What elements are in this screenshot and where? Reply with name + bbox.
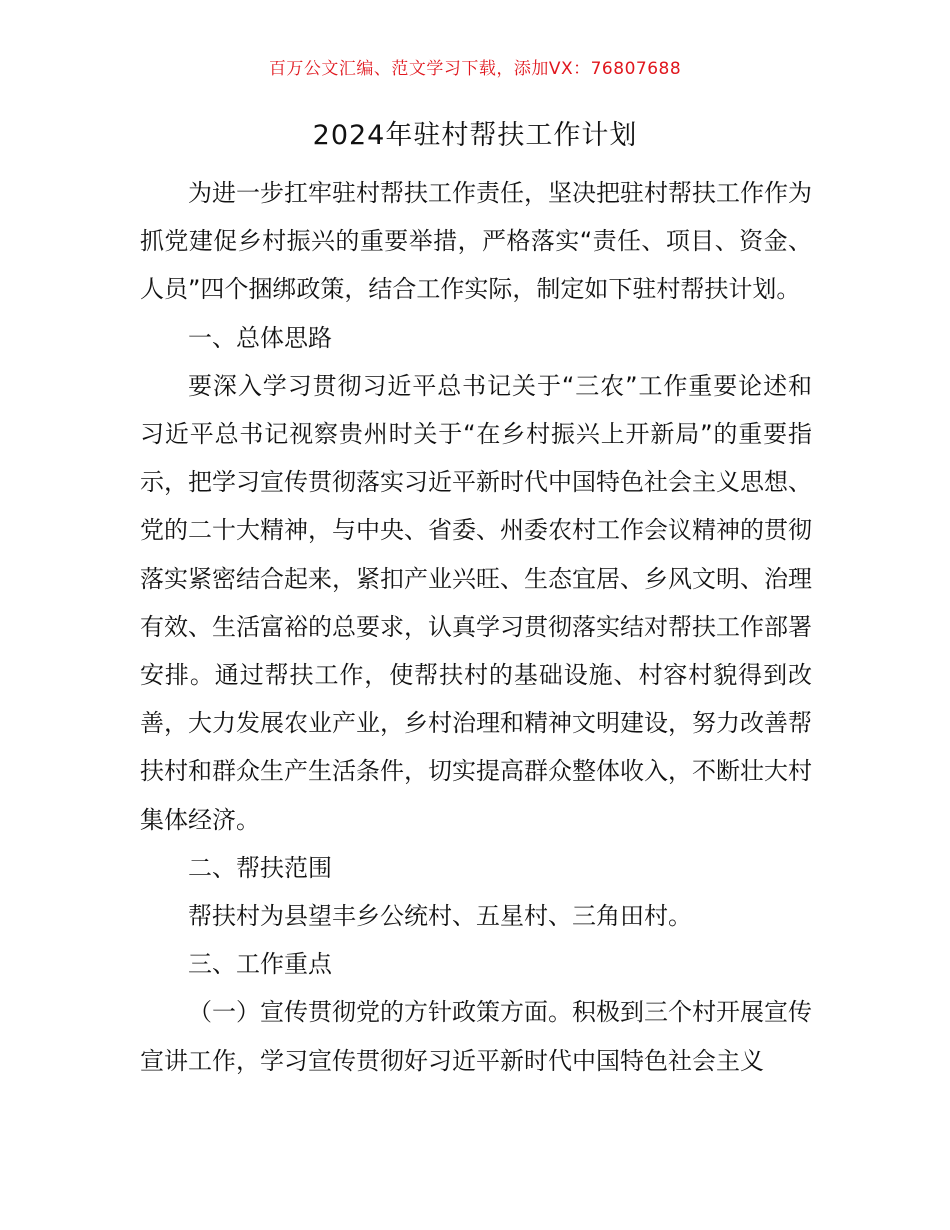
header-banner: 百万公文汇编、范文学习下载，添加VX：76807688	[268, 59, 682, 79]
intro-paragraph: 为进一步扛牢驻村帮扶工作责任，坚决把驻村帮扶工作作为抓党建促乡村振兴的重要举措，严格落实“责任、项目、资金、人员”四个捆绑政策，结合工作实际，制定如下驻村帮扶计划。	[140, 179, 812, 304]
section-heading-2: 二、帮扶范围	[188, 853, 332, 882]
section-paragraph-3: （一）宣传贯彻党的方针政策方面。积极到三个村开展宣传宣讲工作，学习宣传贯彻好习近平新时代中国特色社会主义	[140, 998, 812, 1075]
section-heading-3: 三、工作重点	[188, 950, 332, 979]
section-paragraph-1: 要深入学习贯彻习近平总书记关于“三农”工作重要论述和习近平总书记视察贵州时关于“在乡村振兴上开新局”的重要指示，把学习宣传贯彻落实习近平新时代中国特色社会主义思想、党的二十大精神，与中央、省委、州委农村工作会议精神的贯彻落实紧密结合起来，紧扣产业兴旺、生态宜居、乡风文明、治理有效、生活富裕的总要求，认真学习贯彻落实结对帮扶工作部署安排。通过帮扶工作，使帮扶村的基础设施、村容村貌得到改善，大力发展农业产业，乡村治理和精神文明建设，努力改善帮扶村和群众生产生活条件，切实提高群众整体收入，不断壮大村集体经济。	[140, 371, 812, 834]
document-title: 2024年驻村帮扶工作计划	[312, 120, 638, 151]
document-body	[140, 169, 812, 1085]
section-paragraph-2: 帮扶村为县望丰乡公统村、五星村、三角田村。	[188, 902, 692, 931]
section-heading-1: 一、总体思路	[188, 323, 332, 352]
